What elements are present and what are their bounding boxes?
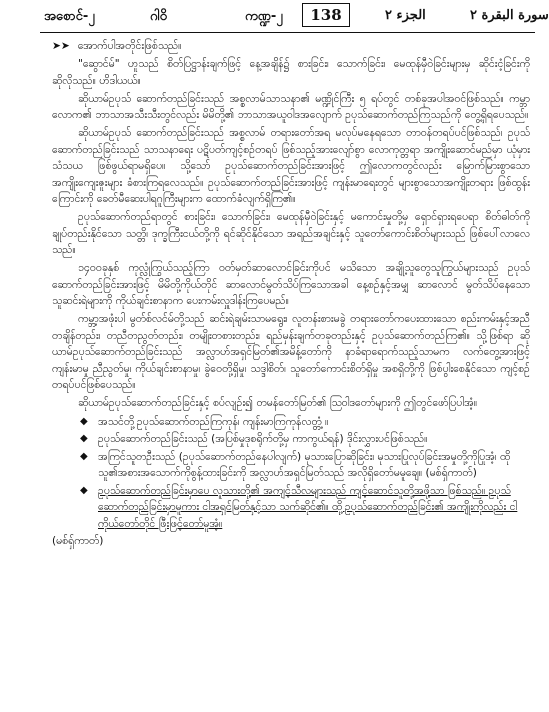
header-section-label: ဂါ၀ိ — [150, 9, 167, 24]
body-text — [52, 38, 530, 551]
double-arrow-icon: ➤➤ — [52, 40, 70, 52]
paragraph: ၁၄၀၀ခုနှစ် ကုလ္လုံကြွယ်သည့်ကြာ ၀တ်မှတ်ဆာလောင်ခြင်းကိုပင် မသိသော အချို့သူတွေသူကြွယ်များသည် ဥပုသ်ဆောက်တည်ခြင်းအားဖြင့် မိမိတို့ကိုယ်တိုင် ဆာလောင်မွတ်သိပ်ကြသောအခါ နေ့စဉ်နှင့်အမျှ ဆာလောင် မွတ်သိပ်နေသော သူဆင်းရဲများကို ကိုယ်ချင်းစာနာက ပေးကမ်းလှူဒါန်းကြပေမည်။ — [52, 262, 530, 307]
list-item: ◆ ဥပုသ်ဆောက်တည်ခြင်းသည် (အပြစ်မှုဒုစရိုက်တို့မှ ကာကွယ်ရန်) ဒိုင်းလွှားပင်ဖြစ်သည်။ — [80, 431, 530, 448]
page-number: 138 — [302, 3, 350, 27]
list-item: ◆ ဥပုသ်ဆောက်တည်ခြင်းမှာပေ လူသားတို့၏ အကျင့်သီလများသည် ကျင့်ဆောင်သူတို့အဖို့သာ ဖြစ်သည်။ ဥပုသ်ဆောက်တည်ခြင်းမှာမူကား ငါအရှင်မြတ်နှင့်သာ သက်ဆိုင်၏။ ထို့ဥပုသ်ဆောက်တည်ခြင်း၏ အကျိုးကိုလည်း ငါကိုယ်တော်တိုင် ဖြီးဖြင့်တော်မူအံ့။ — [80, 483, 530, 533]
paragraph: ဥပုသ်ဆောက်တည်ရာတွင် စားခြင်း၊ သောက်ခြင်း၊ မေထုန်မှီ၀ဲခြင်းနှင့် မကောင်းမှုတို့မှ ရှောင်ရှားရပေရာ စိတ်ဓါတ်ကို ချုပ်တည်းနိုင်သော သတ္တိ၊ ဒုက္ခကြီးငယ်တို့ကို ရင်ဆိုင်နိုင်သော အရည်အချင်းနှင့် သူတော်ကောင်းစိတ်များသည် ဖြစ်ပေါ်လာလေသည်။ — [52, 211, 530, 256]
paragraph: ဆိုယာမ်ဥပုသ် ဆောက်တည်ခြင်းသည် အစ္စလာမ် တရားတော်အရ မလုပ်မနေရသော တာ၀န်တရပ်ပင်ဖြစ်သည်၊ ဥပုသ် ဆောက်တည်ခြင်းသည် သာသနာရေး ပဋိပတ်ကျင့်စဉ်တရပ် ဖြစ်သည့်အားလျော်စွာ လောကုတ္တရာ အကျိုးဆောင်မည်မှာ ယုံမှားသံသယ ဖြစ်ဖွယ်ရာမရှိပေ။ သို့သော် ဥပုသ်ဆောက်တည်ခြင်းအားဖြင့် ဤလောကတွင်လည်း မြောက်မြားစွာသော အကျိုးကျေးဇူးများ ခံစားကြရလေသည်။ ဥပုသ်ဆောက်တည်ခြင်းအားဖြင့် ကျန်းမာရေးတွင် များစွာသောအကျိုးတရား ဖြစ်ထွန်းကြောင်းကို ခေတ်မီဆေးပါရဂူကြီးများက ထောက်ခံလျက်ရှိကြ၏။ — [52, 127, 530, 205]
page-header — [40, 4, 549, 33]
list-item: ◆ အသင်တို့ဥပုသ်ဆောက်တည်ကြကုန်၊ ကျန်းမာကြကုန်လတ္တံ့ ။ — [80, 414, 530, 431]
paragraph: ကမ္ဘာ့အဖုံးပါ မွတ်စ်လင်မ်တို့သည် ဆင်းရဲချမ်းသာမရွေး၊ လူတန်းစားမခွဲ တရားတော်ကပေးထားသော စည်းကမ်းနှင့်အညီ တချိန်တည်း၊ တညီတညွတ်တည်း၊ တမျိုးတစားတည်း၊ ရည်မှန်းချက်တခုတည်းနှင့် ဥပုသ်ဆောက်တည်ကြ၏။ သို့ဖြစ်ရာ ဆိုယာမ်ဥပုသ်ဆောက်တည်ခြင်းသည် အလ္လာဟ်အရှင်မြတ်၏အမိန့်တော်ကို နာခံရာရောက်သည့်သာမက လက်တွေ့အားဖြင့် ကျန်းမာမှု ညီညွတ်မှု၊ ကိုယ်ချင်းစာနာမှု၊ ခွဲ၀ေတို့ရှိမှု၊ သဒ္ဒါစိတ်၊ သူတော်ကောင်းစိတ်ရှိမှု အစရှိတို့ကို ဖြစ်ပွါးစေနိုင်သော ကျင့်စဉ်တရပ်ပင်ဖြစ်ပေသည်။ — [52, 313, 530, 391]
header-juz-arabic: الجزء ٢ — [385, 8, 426, 23]
intro-line — [52, 38, 530, 55]
header-surah-arabic: سورة البقرة ٢ — [470, 8, 549, 23]
paragraph: "ဆွောင်မ်" ဟူသည် စိတ်ပြဋ္ဌာန်းချက်ဖြင့် နေ့အချိန်၌ စားခြင်း၊ သောက်ခြင်း၊ မေထုန်မှီ၀ဲခြင်းများမှ ဆိုင်းငံ့ခြင်းကို ဆိုလိုသည်။ ဟိဒါယယ်။ — [52, 58, 530, 87]
paragraph: ဆိုယာမ်ဥပုသ်ဆောက်တည်ခြင်းနှင့် စပ်လျဉ်း၍ တမန်တော်မြတ်၏ ဩ၀ါဒတော်များကို ဤတွင်ဖော်ပြပါအံ့။ — [78, 397, 478, 409]
list-item: ◆ အကြင်သူတဦးသည် (ဥပုသ်ဆောက်တည်နေပါလျက်) မုသားပြောဆိုခြင်း၊ မုသားပြုလုပ်ခြင်းအမှုတို့ကိုပြုအံ့၊ ထိုသူ၏အစားအသောက်ကိုစွန့်ထားခြင်းကို အလ္လာဟ်အရှင်မြတ်သည် အလိုရှိတော်မမူချေ။ (မစ်ရှ်ကာတ်) — [80, 449, 530, 482]
source-citation: (မစ်ရှ်ကာတ်) — [52, 535, 104, 547]
paragraph: ဆိုယာမ်ဥပုသ် ဆောက်တည်ခြင်းသည် အစ္စလာမ်သာသနာ၏ မဏ္ဍိုင်ကြီး ၅ ရပ်တွင် တစ်ခုအပါအ၀င်ဖြစ်သည်။ ကမ္ဘာလောက၏ ဘာသာအသီးသီးတွင်လည်း မိမိတို့၏ ဘာသာအယူ၀ါဒအလျောက် ဥပုသ်ဆောက်တည်ကြသည်ကို တွေ့ရှိရပေသည်။ — [52, 92, 530, 121]
hadith-list — [80, 414, 530, 533]
intro-text: အောက်ပါအတိုင်းဖြစ်သည်။ — [77, 40, 182, 52]
header-juz-burmese: ကဏ္ဍ-၂ — [245, 9, 283, 24]
header-issue-label: အစောင်-၂ — [44, 9, 95, 24]
